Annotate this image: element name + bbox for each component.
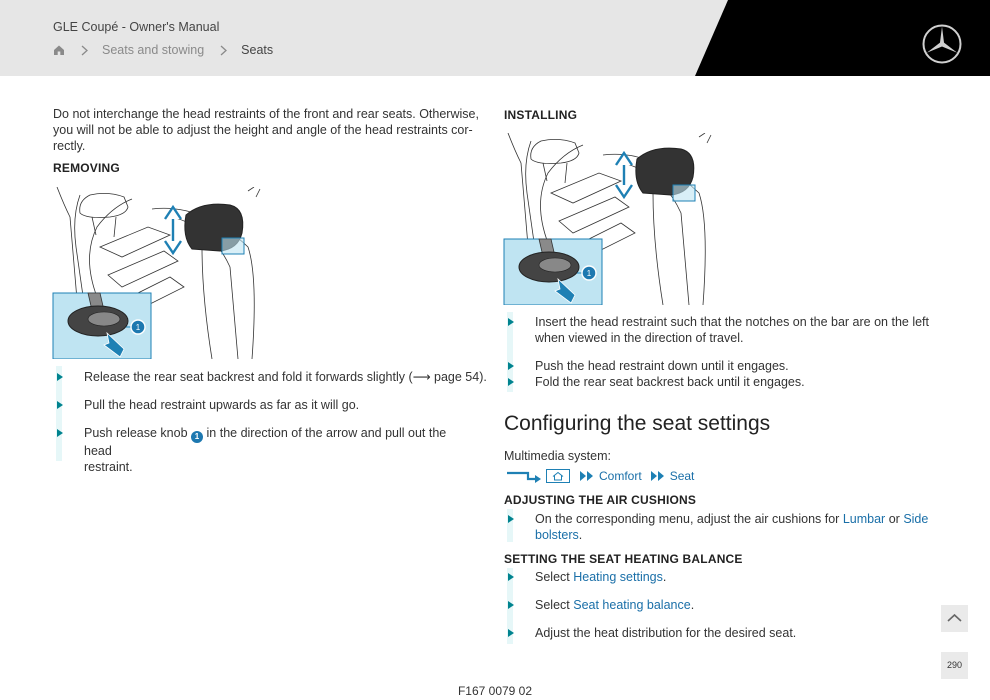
removing-step-2: Pull the head restraint upwards as far as it will go.	[84, 398, 360, 412]
nav-link-comfort[interactable]: Comfort	[599, 469, 642, 483]
nav-link-seat[interactable]: Seat	[669, 469, 695, 483]
bullet-arrow-icon	[508, 378, 514, 386]
bullet-arrow-icon	[508, 573, 514, 581]
removing-heading: REMOVING	[53, 161, 120, 175]
breadcrumb-current-seats: Seats	[241, 43, 274, 57]
home-icon[interactable]	[53, 44, 65, 56]
bullet-arrow-icon	[508, 318, 514, 326]
footer-code: F167 0079 02	[457, 684, 533, 698]
air-cushions-heading: ADJUSTING THE AIR CUSHIONS	[504, 493, 697, 507]
home-icon[interactable]	[546, 469, 570, 483]
chevron-right-icon	[81, 45, 88, 56]
multimedia-label: Multimedia system:	[504, 449, 611, 463]
callout-1: 1	[586, 269, 592, 278]
breadcrumb	[53, 43, 273, 57]
link-heating-settings[interactable]: Heating settings	[573, 570, 663, 584]
mercedes-star-icon[interactable]	[921, 23, 963, 65]
air-cushions-step: On the corresponding menu, adjust the air cushions for Lumbar or Side bolsters.	[535, 512, 929, 542]
heating-step-1: Select Heating settings.	[535, 570, 667, 584]
removing-step-3: Push release knob 1 in the direction of the arrow and pull out the head restraint.	[84, 426, 447, 474]
removing-illustration	[52, 187, 262, 359]
heating-step-3: Adjust the heat distribution for the desired seat.	[535, 626, 797, 640]
scroll-to-top-button[interactable]	[941, 605, 968, 632]
heating-balance-heading: SETTING THE SEAT HEATING BALANCE	[504, 552, 743, 566]
callout-1: 1	[135, 323, 141, 332]
bullet-arrow-icon	[57, 429, 63, 437]
link-lumbar[interactable]: Lumbar	[842, 512, 886, 526]
header-black-panel	[0, 0, 990, 76]
page-number: 290	[941, 652, 968, 679]
bullet-arrow-icon	[508, 362, 514, 370]
section-title: Configuring the seat settings	[504, 412, 771, 435]
document-title: GLE Coupé - Owner's Manual	[53, 20, 220, 34]
heating-step-2: Select Seat heating balance.	[535, 598, 695, 612]
bullet-arrow-icon	[508, 629, 514, 637]
link-seat-heating-balance[interactable]: Seat heating balance	[573, 598, 691, 612]
nav-arrow-icon	[506, 469, 542, 483]
installing-step-2: Push the head restraint down until it engages.	[535, 359, 789, 373]
removing-step-1: Release the rear seat backrest and fold it forwards slightly (⟶ page 54).	[84, 370, 487, 384]
bullet-arrow-icon	[57, 401, 63, 409]
breadcrumb-link-seats-and-stowing[interactable]: Seats and stowing	[102, 43, 205, 57]
installing-step-1: Insert the head restraint such that the notches on the bar are on the left when viewed in the direction of travel.	[535, 315, 930, 345]
bullet-arrow-icon	[508, 515, 514, 523]
intro-paragraph: Do not interchange the head restraints of the front and rear seats. Otherwise, you will not be able to adjust the height and angle of the head restraints cor- rectly.	[53, 107, 479, 153]
link-bolsters[interactable]: bolsters	[535, 528, 579, 542]
navigation-path	[506, 467, 694, 485]
link-side[interactable]: Side	[903, 512, 929, 526]
step-bar	[507, 509, 513, 542]
bullet-arrow-icon	[57, 373, 63, 381]
chevron-up-icon	[941, 605, 968, 632]
release-knob-callout-icon: 1	[191, 431, 203, 443]
installing-heading: INSTALLING	[504, 108, 578, 122]
installing-illustration	[503, 133, 713, 305]
double-chevron-icon	[579, 470, 595, 482]
chevron-right-icon	[220, 45, 227, 56]
bullet-arrow-icon	[508, 601, 514, 609]
installing-step-3: Fold the rear seat backrest back until it engages.	[535, 375, 805, 389]
double-chevron-icon	[650, 470, 666, 482]
